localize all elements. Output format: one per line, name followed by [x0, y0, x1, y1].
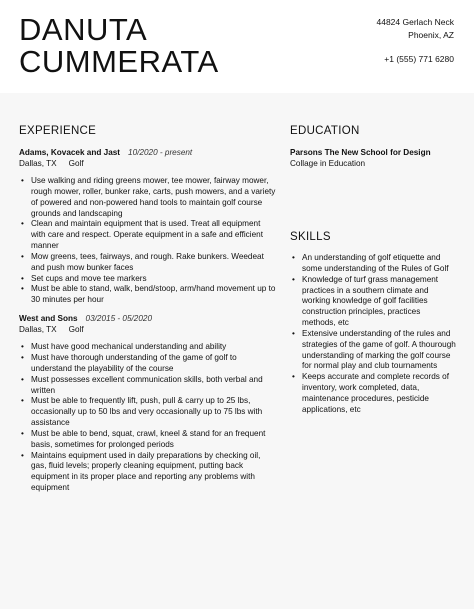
job-header — [19, 147, 277, 158]
job-bullet: • Must have thorough understanding of the game of golf to understand the playability of the course — [31, 353, 277, 375]
job-dates: 10/2020 - present — [128, 148, 193, 157]
job-entry — [19, 147, 277, 306]
skill-item: • Knowledge of turf grass management practices in a southern climate and working knowledge of golf facilities construction principles, practices methods, etc — [302, 275, 456, 329]
job-bullet: • Maintains equipment used in daily preparations by checking oil, gas, fluid levels; properly cleaning equipment, putting back equipment in its proper place and reporting any problems with equipment — [31, 451, 277, 494]
side-column — [290, 125, 456, 416]
job-bullet: • Clean and maintain equipment that is used. Treat all equipment with care and respect. Operate equipment in a safe and efficient manner — [31, 219, 277, 252]
last-name: CUMMERATA — [19, 44, 219, 79]
skills-heading: SKILLS — [290, 231, 331, 243]
job-location: Dallas, TX — [19, 325, 57, 335]
first-name: DANUTA — [19, 12, 148, 47]
job-bullet: • Use walking and riding greens mower, tee mower, fairway mower, rough mower, roller, bunker rake, carts, push mowers, and a variety of powered and non-powered hand tools to maintain golf course grounds and landscaping — [31, 176, 277, 219]
job-header — [19, 313, 277, 324]
job-bullet: • Must be able to frequently lift, push, pull & carry up to 25 lbs, occasionally up to 50 lbs and very occasionally up to 75 lbs with assistance — [31, 396, 277, 429]
skills-list — [290, 253, 456, 416]
education-degree: Collage in Education — [290, 159, 366, 168]
job-dates: 03/2015 - 05/2020 — [85, 314, 153, 324]
skill-item: • Extensive understanding of the rules and strategies of the game of golf. A thourough understanding of marking the golf course for normal play and club tournaments — [302, 329, 456, 372]
experience-column — [19, 125, 277, 501]
education-heading: EDUCATION — [290, 125, 360, 137]
job-company: West and Sons — [19, 314, 78, 324]
job-subheader — [19, 324, 277, 335]
job-bullet: • Must possesses excellent communication skills, both verbal and written — [31, 375, 277, 397]
job-bullet: • Must be able to bend, squat, crawl, kneel & stand for an frequent basis, sometimes for prolonged periods — [31, 429, 277, 451]
resume-header — [0, 0, 474, 93]
phone-number: +1 (555) 771 6280 — [384, 54, 454, 64]
job-field: Golf — [68, 325, 84, 335]
candidate-name — [19, 14, 219, 78]
skill-item: • An understanding of golf etiquette and some understanding of the Rules of Golf — [302, 253, 456, 275]
job-bullet: • Mow greens, tees, fairways, and rough. Rake bunkers. Weedeat and push mow bunker faces — [31, 252, 277, 274]
experience-heading: EXPERIENCE — [19, 125, 97, 137]
job-bullets — [19, 176, 277, 306]
job-entry — [19, 313, 277, 494]
job-bullet: • Must be able to stand, walk, bend/stoop, arm/hand movement up to 30 minutes per hour — [31, 284, 277, 306]
job-field: Golf — [68, 159, 84, 168]
skill-item: • Keeps accurate and complete records of inventory, work completed, data, maintenance procedures, pesticide applications, etc — [302, 372, 456, 415]
job-bullet: • Must have good mechanical understanding and ability — [31, 342, 277, 353]
job-bullets — [19, 342, 277, 494]
address-line-2: Phoenix, AZ — [408, 29, 454, 40]
job-bullet: • Set cups and move tee markers — [31, 274, 277, 285]
address-line-1: 44824 Gerlach Neck — [376, 17, 454, 27]
contact-info — [377, 16, 455, 66]
job-subheader — [19, 158, 277, 169]
job-location: Dallas, TX — [19, 159, 57, 168]
education-school: Parsons The New School for Design — [290, 148, 431, 157]
job-company: Adams, Kovacek and Jast — [19, 148, 121, 157]
